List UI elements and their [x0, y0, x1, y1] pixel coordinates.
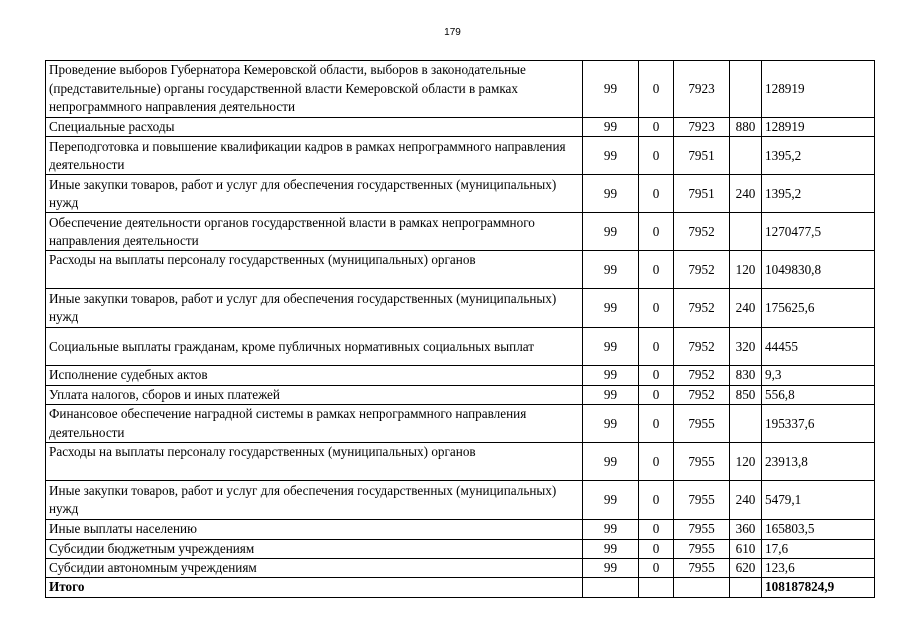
row-code-1: 99 [583, 289, 639, 328]
row-code-1: 99 [583, 61, 639, 118]
row-code-2: 0 [639, 175, 674, 213]
row-code-4: 610 [730, 539, 762, 558]
row-code-4 [730, 61, 762, 118]
row-code-1: 99 [583, 137, 639, 175]
table-row [46, 289, 875, 328]
row-code-2: 0 [639, 61, 674, 118]
row-code-1: 99 [583, 213, 639, 251]
row-name: Исполнение судебных актов [46, 366, 583, 385]
table-row [46, 520, 875, 539]
row-code-3: 7952 [674, 289, 730, 328]
total-row [46, 578, 875, 597]
table-row [46, 137, 875, 175]
row-name: Расходы на выплаты персоналу государственных (муниципальных) органов [46, 443, 583, 481]
row-code-4: 320 [730, 328, 762, 366]
row-code-1: 99 [583, 328, 639, 366]
row-code-3: 7952 [674, 328, 730, 366]
table-row [46, 385, 875, 404]
row-code-3: 7955 [674, 405, 730, 443]
row-code-3: 7952 [674, 366, 730, 385]
row-code-4: 120 [730, 251, 762, 289]
row-code-1: 99 [583, 405, 639, 443]
row-code-4: 850 [730, 385, 762, 404]
row-code-3: 7955 [674, 443, 730, 481]
row-sum: 1395,2 [762, 137, 875, 175]
row-sum: 44455 [762, 328, 875, 366]
row-code-4: 620 [730, 559, 762, 578]
row-sum: 123,6 [762, 559, 875, 578]
row-name: Иные закупки товаров, работ и услуг для обеспечения государственных (муниципальных) нужд [46, 289, 583, 328]
row-sum: 1270477,5 [762, 213, 875, 251]
row-code-4: 880 [730, 118, 762, 137]
row-sum: 9,3 [762, 366, 875, 385]
table-row [46, 213, 875, 251]
row-code-4: 240 [730, 175, 762, 213]
row-name: Обеспечение деятельности органов государственной власти в рамках непрограммного направления деятельности [46, 213, 583, 251]
table-row [46, 175, 875, 213]
budget-table [45, 60, 875, 598]
row-code-1: 99 [583, 175, 639, 213]
row-code-4: 120 [730, 443, 762, 481]
row-name: Специальные расходы [46, 118, 583, 137]
row-code-2: 0 [639, 405, 674, 443]
row-code-2: 0 [639, 289, 674, 328]
row-name: Иные выплаты населению [46, 520, 583, 539]
row-code-1: 99 [583, 385, 639, 404]
row-sum: 195337,6 [762, 405, 875, 443]
table-row [46, 61, 875, 118]
row-code-4: 830 [730, 366, 762, 385]
row-code-2: 0 [639, 520, 674, 539]
row-code-1: 99 [583, 559, 639, 578]
row-name: Социальные выплаты гражданам, кроме публичных нормативных социальных выплат [46, 328, 583, 366]
row-code-2: 0 [639, 559, 674, 578]
row-code-2: 0 [639, 443, 674, 481]
row-code-3: 7952 [674, 251, 730, 289]
row-code-2: 0 [639, 539, 674, 558]
row-code-2: 0 [639, 328, 674, 366]
row-code-3: 7952 [674, 213, 730, 251]
row-sum: 1049830,8 [762, 251, 875, 289]
total-label: Итого [46, 578, 583, 597]
budget-table-body [46, 61, 875, 598]
row-code-1: 99 [583, 366, 639, 385]
row-code-1: 99 [583, 481, 639, 520]
row-code-2: 0 [639, 251, 674, 289]
row-name: Уплата налогов, сборов и иных платежей [46, 385, 583, 404]
row-code-3: 7955 [674, 520, 730, 539]
row-sum: 128919 [762, 118, 875, 137]
row-code-2: 0 [639, 118, 674, 137]
table-row [46, 539, 875, 558]
table-row [46, 328, 875, 366]
row-code-1: 99 [583, 539, 639, 558]
row-code-1: 99 [583, 443, 639, 481]
row-sum: 556,8 [762, 385, 875, 404]
row-name: Иные закупки товаров, работ и услуг для обеспечения государственных (муниципальных) нужд [46, 481, 583, 520]
row-code-1: 99 [583, 520, 639, 539]
row-code-2: 0 [639, 213, 674, 251]
table-row [46, 251, 875, 289]
row-code-3: 7952 [674, 385, 730, 404]
row-code-2: 0 [639, 481, 674, 520]
row-code-4 [730, 405, 762, 443]
row-code-4 [730, 213, 762, 251]
table-row [46, 481, 875, 520]
row-sum: 17,6 [762, 539, 875, 558]
row-code-4: 360 [730, 520, 762, 539]
row-code-3: 7955 [674, 539, 730, 558]
row-code-2: 0 [639, 385, 674, 404]
row-name: Субсидии автономным учреждениям [46, 559, 583, 578]
row-code-3: 7951 [674, 137, 730, 175]
row-code-2: 0 [639, 366, 674, 385]
row-sum: 23913,8 [762, 443, 875, 481]
row-sum: 1395,2 [762, 175, 875, 213]
row-code-4 [730, 137, 762, 175]
row-name: Финансовое обеспечение наградной системы в рамках непрограммного направления деятельности [46, 405, 583, 443]
row-sum: 128919 [762, 61, 875, 118]
row-sum: 175625,6 [762, 289, 875, 328]
row-code-1: 99 [583, 251, 639, 289]
row-sum: 165803,5 [762, 520, 875, 539]
table-row [46, 366, 875, 385]
table-row [46, 443, 875, 481]
row-name: Переподготовка и повышение квалификации кадров в рамках непрограммного направления деятельности [46, 137, 583, 175]
row-name: Субсидии бюджетным учреждениям [46, 539, 583, 558]
row-name: Проведение выборов Губернатора Кемеровской области, выборов в законодательные (представительные) органы государственной власти Кемеровской области в рамках непрограммного направления деятельности [46, 61, 583, 118]
table-row [46, 559, 875, 578]
row-code-3: 7923 [674, 61, 730, 118]
row-code-3: 7955 [674, 559, 730, 578]
row-code-1: 99 [583, 118, 639, 137]
table-row [46, 118, 875, 137]
row-code-3: 7955 [674, 481, 730, 520]
row-sum: 5479,1 [762, 481, 875, 520]
row-code-4: 240 [730, 289, 762, 328]
row-name: Иные закупки товаров, работ и услуг для обеспечения государственных (муниципальных) нужд [46, 175, 583, 213]
row-code-2: 0 [639, 137, 674, 175]
row-code-3: 7951 [674, 175, 730, 213]
row-code-3: 7923 [674, 118, 730, 137]
row-code-4: 240 [730, 481, 762, 520]
table-row [46, 405, 875, 443]
page-number: 179 [444, 27, 461, 38]
row-name: Расходы на выплаты персоналу государственных (муниципальных) органов [46, 251, 583, 289]
total-sum: 108187824,9 [762, 578, 875, 597]
